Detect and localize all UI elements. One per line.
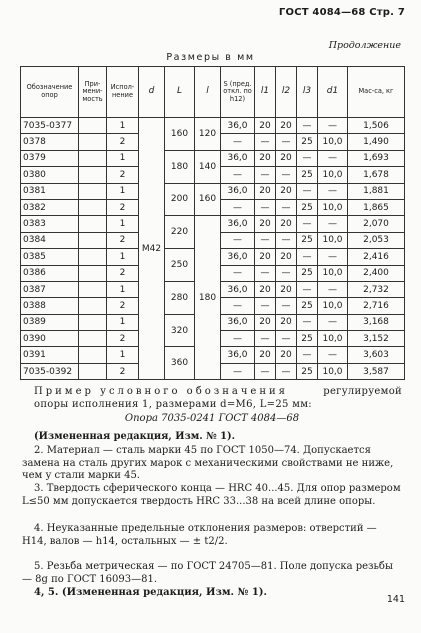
table-cell: — <box>318 118 348 134</box>
table-cell: 220 <box>165 216 195 249</box>
table-cell: 2,070 <box>348 216 405 232</box>
table-cell: 0380 <box>21 167 79 183</box>
paragraph-2: 2. Материал — сталь марки 45 по ГОСТ 1050—74. Допускается замена на сталь других марок с механическими свойствами не ниже, чем у стали марки 45. <box>22 445 394 482</box>
table-cell <box>79 183 107 199</box>
table-cell: 25 <box>297 167 318 183</box>
table-cell: 25 <box>297 232 318 248</box>
table-cell: 25 <box>297 199 318 215</box>
table-cell: — <box>276 199 297 215</box>
example-intro-a: Пример условного обозначения <box>34 386 288 397</box>
example-intro-c: опоры исполнения 1, размерами d=M6, L=25 мм: <box>34 398 312 410</box>
table-cell: 25 <box>297 363 318 379</box>
table-cell: — <box>255 199 276 215</box>
table-cell: 160 <box>195 183 221 216</box>
specification-table <box>20 66 405 380</box>
table-cell <box>79 199 107 215</box>
table-cell: — <box>318 281 348 297</box>
table-cell: 2,416 <box>348 249 405 265</box>
table-cell: 36,0 <box>221 314 255 330</box>
table-cell: 25 <box>297 298 318 314</box>
table-cell: 3,603 <box>348 347 405 363</box>
table-cell: 1,678 <box>348 167 405 183</box>
table-row <box>21 118 405 134</box>
table-cell: — <box>318 216 348 232</box>
table-cell: 10,0 <box>318 167 348 183</box>
table-cell: 180 <box>195 216 221 380</box>
table-cell: 36,0 <box>221 118 255 134</box>
table-cell: 20 <box>255 249 276 265</box>
table-cell: 20 <box>255 216 276 232</box>
table-cell <box>79 347 107 363</box>
table-cell: 7035-0377 <box>21 118 79 134</box>
table-cell <box>79 363 107 379</box>
table-cell: — <box>221 265 255 281</box>
table-cell: — <box>221 232 255 248</box>
col-header: L <box>165 67 195 118</box>
table-cell: 10,0 <box>318 363 348 379</box>
table-cell: 1,693 <box>348 150 405 166</box>
table-cell: — <box>255 298 276 314</box>
table-cell: — <box>297 281 318 297</box>
col-header: Испол-нение <box>107 67 139 118</box>
table-cell: 160 <box>165 118 195 151</box>
table-cell: 180 <box>165 150 195 183</box>
table-cell: 20 <box>276 281 297 297</box>
table-cell: 2 <box>107 199 139 215</box>
table-cell: 0382 <box>21 199 79 215</box>
table-cell: 10,0 <box>318 298 348 314</box>
table-cell: — <box>318 150 348 166</box>
table-cell: 0388 <box>21 298 79 314</box>
paragraph-4: 4. Неуказанные предельные отклонения размеров: отверстий — H14, валов — h14, остальных — ± t2/2. <box>22 523 377 547</box>
table-cell: 1,490 <box>348 134 405 150</box>
table-cell: — <box>276 298 297 314</box>
table-cell: — <box>221 363 255 379</box>
col-header: Мас-са, кг <box>348 67 405 118</box>
note-revised-2: 4, 5. (Измененная редакция, Изм. № 1). <box>34 587 267 598</box>
table-cell: 1 <box>107 347 139 363</box>
table-cell: 20 <box>255 183 276 199</box>
table-cell: 0381 <box>21 183 79 199</box>
table-cell: — <box>297 216 318 232</box>
col-header: d <box>139 67 165 118</box>
table-cell: 0379 <box>21 150 79 166</box>
table-cell: M42 <box>139 118 165 380</box>
table-cell: 25 <box>297 265 318 281</box>
col-header: S (пред. откл. по h12) <box>221 67 255 118</box>
table-cell: 1 <box>107 118 139 134</box>
table-cell: 1 <box>107 314 139 330</box>
page-number: 141 <box>386 594 405 605</box>
table-row <box>21 216 405 232</box>
col-header: l2 <box>276 67 297 118</box>
table-cell: 20 <box>255 281 276 297</box>
table-cell: — <box>297 118 318 134</box>
table-cell: — <box>255 331 276 347</box>
table-cell: 20 <box>276 314 297 330</box>
table-cell: — <box>276 167 297 183</box>
table-cell: — <box>318 347 348 363</box>
table-cell: 2 <box>107 134 139 150</box>
table-cell: 0383 <box>21 216 79 232</box>
table-cell: — <box>297 150 318 166</box>
page-header: ГОСТ 4084—68 Стр. 7 <box>278 7 405 18</box>
note-revised-1: (Измененная редакция, Изм. № 1). <box>34 431 235 442</box>
table-cell: 360 <box>165 347 195 380</box>
table-cell: 1,865 <box>348 199 405 215</box>
table-cell: 20 <box>276 118 297 134</box>
table-cell: 0378 <box>21 134 79 150</box>
table-cell: — <box>221 298 255 314</box>
table-cell: 140 <box>195 150 221 183</box>
table-cell: 2 <box>107 298 139 314</box>
table-cell: 20 <box>255 347 276 363</box>
table-cell: — <box>255 265 276 281</box>
table-cell <box>79 232 107 248</box>
table-cell: 2 <box>107 167 139 183</box>
col-header: d1 <box>318 67 348 118</box>
table-cell: 0391 <box>21 347 79 363</box>
table-cell: 2,053 <box>348 232 405 248</box>
table-cell: 1 <box>107 281 139 297</box>
table-cell: 20 <box>276 183 297 199</box>
table-cell <box>79 281 107 297</box>
table-cell <box>79 167 107 183</box>
col-header: Обозначение опор <box>21 67 79 118</box>
col-header: l3 <box>297 67 318 118</box>
table-cell: — <box>276 265 297 281</box>
table-cell: — <box>255 167 276 183</box>
table-cell: 10,0 <box>318 232 348 248</box>
example-intro <box>34 386 402 411</box>
table-cell: 3,168 <box>348 314 405 330</box>
table-cell: 20 <box>276 150 297 166</box>
table-cell: 20 <box>255 314 276 330</box>
table-cell: — <box>297 347 318 363</box>
table-header <box>21 67 405 118</box>
table-cell: 0387 <box>21 281 79 297</box>
table-cell: — <box>297 314 318 330</box>
table-cell: 10,0 <box>318 265 348 281</box>
table-cell <box>79 216 107 232</box>
table-cell: — <box>318 183 348 199</box>
table-cell: 1 <box>107 150 139 166</box>
table-cell: — <box>276 134 297 150</box>
table-cell: — <box>297 249 318 265</box>
table-cell: 36,0 <box>221 150 255 166</box>
col-header: При-мени-мость <box>79 67 107 118</box>
table-cell: 20 <box>255 118 276 134</box>
table-cell: 25 <box>297 134 318 150</box>
table-cell: — <box>276 232 297 248</box>
table-cell: 2,716 <box>348 298 405 314</box>
table-cell: 3,152 <box>348 331 405 347</box>
table-cell: — <box>297 183 318 199</box>
table-cell: 20 <box>276 347 297 363</box>
col-header: l <box>195 67 221 118</box>
table-cell: 0389 <box>21 314 79 330</box>
table-cell: 36,0 <box>221 216 255 232</box>
table-cell: 2,400 <box>348 265 405 281</box>
table-cell <box>79 331 107 347</box>
table-cell: 10,0 <box>318 331 348 347</box>
table-cell: 20 <box>276 249 297 265</box>
table-row <box>21 183 405 199</box>
table-row <box>21 150 405 166</box>
table-cell: 200 <box>165 183 195 216</box>
table-cell: 2 <box>107 363 139 379</box>
table-cell <box>79 118 107 134</box>
table-cell: 1,881 <box>348 183 405 199</box>
table-cell: 0385 <box>21 249 79 265</box>
table-cell: 250 <box>165 249 195 282</box>
table-cell <box>79 249 107 265</box>
table-cell: 2 <box>107 232 139 248</box>
table-cell: 36,0 <box>221 183 255 199</box>
table-cell: 1 <box>107 249 139 265</box>
table-cell: 3,587 <box>348 363 405 379</box>
table-cell <box>79 298 107 314</box>
example-intro-b: регулируемой <box>323 386 402 397</box>
table-cell: — <box>255 232 276 248</box>
example-designation: Опора 7035-0241 ГОСТ 4084—68 <box>124 413 300 424</box>
table-cell: — <box>276 331 297 347</box>
table-cell: — <box>255 134 276 150</box>
table-cell: 2 <box>107 265 139 281</box>
table-cell: 25 <box>297 331 318 347</box>
table-cell: 7035-0392 <box>21 363 79 379</box>
table-cell: 2 <box>107 331 139 347</box>
table-cell: 0390 <box>21 331 79 347</box>
table-cell: — <box>318 314 348 330</box>
table-cell: 120 <box>195 118 221 151</box>
table-cell: — <box>221 199 255 215</box>
table-cell: 20 <box>276 216 297 232</box>
table-cell: 36,0 <box>221 249 255 265</box>
table-cell: — <box>255 363 276 379</box>
table-cell: 36,0 <box>221 281 255 297</box>
continuation-label: Продолжение <box>328 40 401 51</box>
table-cell: 0384 <box>21 232 79 248</box>
table-cell: 1 <box>107 216 139 232</box>
sizes-caption: Размеры в мм <box>166 52 255 63</box>
table-cell: — <box>221 331 255 347</box>
paragraph-5: 5. Резьба метрическая — по ГОСТ 24705—81. Поле допуска резьбы — 8g по ГОСТ 16093—81. <box>22 561 393 585</box>
table-cell: 2,732 <box>348 281 405 297</box>
col-header: l1 <box>255 67 276 118</box>
table-cell <box>79 150 107 166</box>
table-cell: — <box>221 134 255 150</box>
table-cell: 20 <box>255 150 276 166</box>
table-cell: 1 <box>107 183 139 199</box>
table-cell: 36,0 <box>221 347 255 363</box>
table-cell: — <box>221 167 255 183</box>
table-cell <box>79 134 107 150</box>
table-cell: 280 <box>165 281 195 314</box>
paragraph-3: 3. Твердость сферического конца — HRC 40...45. Для опор размером L≤50 мм допускается твердость HRC 33...38 на всей длине опоры. <box>22 483 401 507</box>
table-cell <box>79 265 107 281</box>
table-cell: — <box>318 249 348 265</box>
table-cell <box>79 314 107 330</box>
table-cell: 1,506 <box>348 118 405 134</box>
table-cell: 320 <box>165 314 195 347</box>
table-cell: 10,0 <box>318 199 348 215</box>
table-cell: — <box>276 363 297 379</box>
table-cell: 10,0 <box>318 134 348 150</box>
table-cell: 0386 <box>21 265 79 281</box>
